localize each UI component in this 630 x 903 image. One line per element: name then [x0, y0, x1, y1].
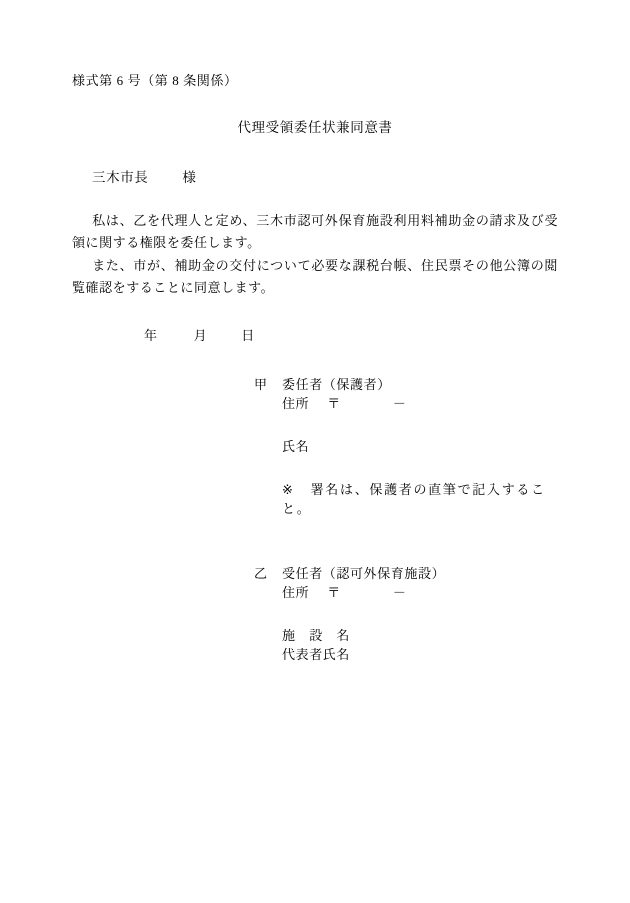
- date-day-label: 日: [241, 328, 255, 344]
- addressee-line: [72, 166, 558, 186]
- party-delegatee-address-label: 住所: [282, 585, 310, 601]
- party-delegatee-postal-symbol: 〒: [327, 585, 341, 601]
- paragraph-1: [72, 210, 558, 255]
- party-delegator-heading: [254, 374, 558, 393]
- party-delegatee-facility: [254, 625, 558, 644]
- paragraph-2-text: また、市が、補助金の交付について必要な課税台帳、住民票その他公簿の閲覧確認をすることに同意します。: [72, 257, 558, 296]
- party-delegatee-representative: [254, 644, 558, 663]
- addressee-honorific: 様: [182, 170, 197, 185]
- party-delegatee-mark: 乙: [254, 566, 268, 582]
- party-block-delegator: [72, 374, 558, 517]
- date-year-label: 年: [144, 328, 158, 344]
- form-number: 様式第 6 号（第 8 条関係）: [72, 73, 238, 88]
- document-body: [72, 70, 558, 663]
- party-delegator-note-text: 署名は、保護者の直筆で記入すること。: [282, 482, 546, 517]
- party-delegator-note-mark: ※: [282, 482, 295, 498]
- paragraph-2: [72, 255, 558, 300]
- date-month-label: 月: [193, 328, 208, 344]
- date-line: [72, 325, 558, 344]
- party-delegatee-role: 受任者（認可外保育施設）: [282, 566, 446, 582]
- party-delegator-postal-dash: －: [392, 396, 407, 412]
- party-block-delegatee: [72, 563, 558, 663]
- party-delegator-role: 委任者（保護者）: [282, 377, 391, 393]
- party-delegatee-representative-label: 代表者氏名: [282, 647, 351, 663]
- party-delegator-address-label: 住所: [282, 396, 310, 412]
- party-delegator-postal-symbol: 〒: [327, 396, 341, 412]
- document-title: 代理受領委任状兼同意書: [237, 120, 393, 135]
- party-delegator-address: [254, 393, 558, 412]
- party-delegatee-heading: [254, 563, 558, 582]
- party-delegatee-postal-dash: －: [392, 585, 407, 601]
- party-delegator-name-label: 氏名: [282, 439, 310, 455]
- party-delegator-mark: 甲: [254, 377, 268, 393]
- paragraph-1-text: 私は、乙を代理人と定め、三木市認可外保育施設利用料補助金の請求及び受領に関する権限を委任します。: [72, 213, 558, 251]
- addressee-name: 三木市長: [92, 170, 149, 185]
- party-delegatee-facility-label: 施 設 名: [282, 628, 351, 644]
- party-delegator-name: [254, 436, 558, 455]
- party-delegator-note: [254, 479, 558, 517]
- party-delegatee-address: [254, 582, 558, 601]
